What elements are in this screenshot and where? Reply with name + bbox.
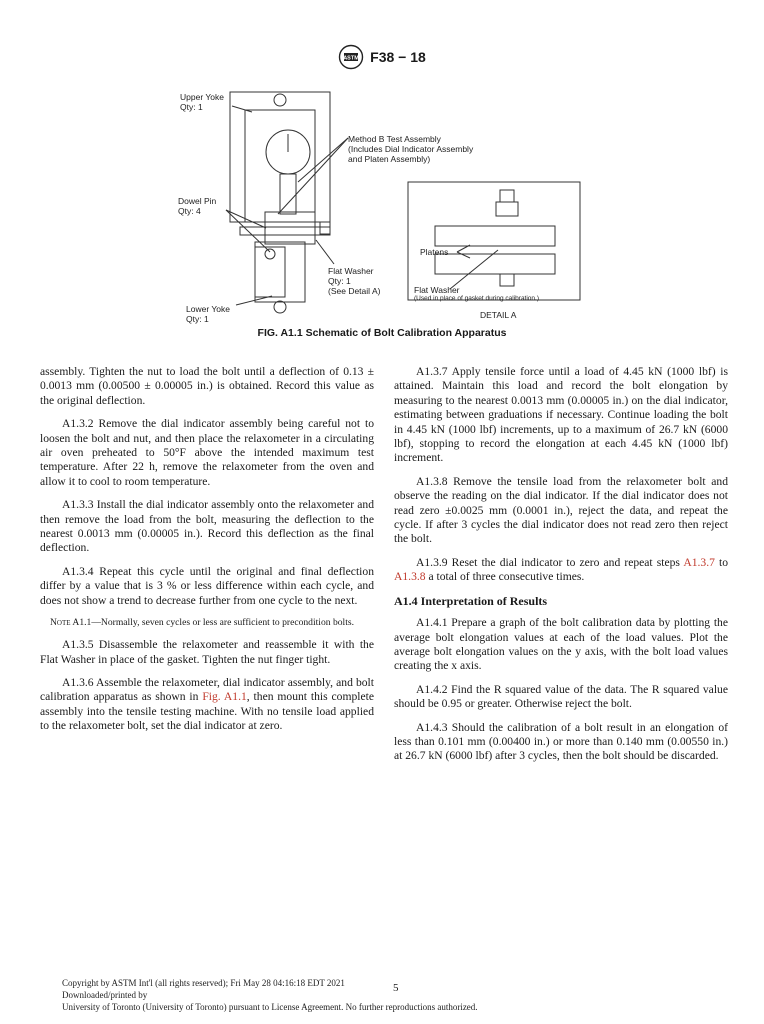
text-span: A1.3.6 Assemble the relaxometer, dial indicator assembly, and bolt calibration apparatus as shown in <box>40 675 374 704</box>
detail-a-box <box>408 182 580 300</box>
paragraph-a1-3-2: A1.3.2 Remove the dial indicator assembly being careful not to loosen the bolt and nut, and then place the relaxometer in a circulating air oven preheated to 50°F above the intended maximum test temperature. After 22 h, remove the relaxometer from the oven and allow it to cool to room temperature. <box>40 417 374 488</box>
text-span: , then mount this complete assembly into the tensile testing machine. With no tensile load applied to the relaxometer bolt, set the dial indicator at zero. <box>40 690 374 733</box>
label-platens: Platens <box>420 247 449 257</box>
note-text: —Normally, seven cycles or less are sufficient to precondition bolts. <box>91 617 355 629</box>
label-lower-yoke: Lower Yoke Qty: 1 <box>186 304 230 324</box>
paragraph-a1-3-8: A1.3.8 Remove the tensile load from the relaxometer bolt and observe the reading on the dial indicator. If the dial indicator does not read zero ±0.0025 mm (0.0001 in.), reject the data, and repeat the cycle. If after 3 cycles the dial indicator does not read zero then reject the bolt. <box>394 474 728 546</box>
paragraph-a1-3-6 <box>40 676 374 734</box>
page-header <box>0 44 764 70</box>
paragraph-a1-4-2: A1.4.2 Find the R squared value of the data. The R squared value should be 0.95 or greater. Otherwise reject the bolt. <box>394 682 728 711</box>
label-flat-washer: Flat Washer Qty: 1 (See Detail A) <box>328 266 381 296</box>
footer-line: Downloaded/printed by <box>62 990 148 1000</box>
paragraph-a1-4-3: A1.4.3 Should the calibration of a bolt result in an elongation of less than 0.101 mm (0.00400 in.) or more than 0.140 mm (0.00550 in.) at 26.7 kN (6000 lbf) after 3 cycles, then the bolt should be discarded. <box>394 720 728 763</box>
svg-text:ASTM: ASTM <box>343 55 359 62</box>
left-column <box>40 365 374 743</box>
paragraph-a1-4-1: A1.4.1 Prepare a graph of the bolt calibration data by plotting the average bolt elongation values at each of the load values. Plot the average bolt elongation values on the y axis, with the bolt load values creating the x axis. <box>394 616 728 673</box>
figure-a1-1 <box>170 82 590 332</box>
footer-line: University of Toronto (University of Toronto) pursuant to License Agreement. No further reproductions authorized. <box>62 1002 478 1012</box>
link-fig-a1-1[interactable]: Fig. A1.1 <box>202 690 247 704</box>
text-span: A1.3.9 Reset the dial indicator to zero and repeat steps <box>416 555 684 569</box>
section-heading-a1-4: A1.4 Interpretation of Results <box>394 593 548 608</box>
figure-caption: FIG. A1.1 Schematic of Bolt Calibration Apparatus <box>257 327 507 339</box>
copyright-footer <box>62 977 722 1013</box>
paragraph-a1-3-7: A1.3.7 Apply tensile force until a load of 4.45 kN (1000 lbf) is attained. Maintain this load and record the bolt elongation by measuring to the nearest 0.0013 mm (0.00005 in.) on the dial indicator, estimating between graduations if necessary. Continue loading the bolt in 4.45 kN (1000 lbf) increments, up to a maximum of 26.7 kN (6000 lbf), stopping to record the elongation at each 4.45 kN (1000 lbf) increment. <box>394 365 728 465</box>
paragraph: assembly. Tighten the nut to load the bolt until a deflection of 0.13 ± 0.0013 mm (0.00500 ± 0.00005 in.) is obtained. Record this value as the original deflection. <box>40 365 374 407</box>
astm-logo-icon <box>338 44 364 70</box>
paragraph-a1-3-3: A1.3.3 Install the dial indicator assembly onto the relaxometer and then remove the load from the bolt, measuring the deflection to the nearest 0.0013 mm (0.00005 in.). Record this deflection as the final deflection. <box>40 498 374 555</box>
label-flat-washer-note: (Used in place of gasket during calibration.) <box>414 295 540 302</box>
paragraph-a1-3-5: A1.3.5 Disassemble the relaxometer and reassemble it with the Flat Washer in place of the gasket. Tighten the nut finger tight. <box>40 638 374 666</box>
label-method-b: Method B Test Assembly (Includes Dial Indicator Assembly and Platen Assembly) <box>348 134 474 164</box>
label-dowel-pin: Dowel Pin Qty: 4 <box>178 196 217 216</box>
right-column <box>394 365 728 773</box>
standard-designation: F38 − 18 <box>370 49 426 65</box>
page-number: 5 <box>393 982 399 994</box>
lower-platen-shape <box>435 254 555 274</box>
lower-yoke-shape <box>255 242 305 302</box>
label-detail-a: DETAIL A <box>480 310 517 320</box>
note-label: Note A1.1 <box>50 617 92 629</box>
label-flat-washer-detail: Flat Washer <box>414 285 460 295</box>
label-upper-yoke: Upper Yoke Qty: 1 <box>180 92 224 112</box>
link-a1-3-8[interactable]: A1.3.8 <box>394 570 426 584</box>
paragraph-a1-3-9 <box>394 556 728 585</box>
footer-line: Copyright by ASTM Int'l (all rights reserved); Fri May 28 04:16:18 EDT 2021 <box>62 978 345 988</box>
text-span: to <box>714 555 728 569</box>
upper-platen-shape <box>435 226 555 246</box>
link-a1-3-7[interactable]: A1.3.7 <box>683 555 715 569</box>
paragraph-a1-3-4: A1.3.4 Repeat this cycle until the original and final deflection differ by a value that is 3 % or less difference within each cycle, and does not show a trend to decrease further from one cycle to the next. <box>40 564 374 607</box>
text-span: a total of three consecutive times. <box>425 570 585 584</box>
note-a1-1 <box>40 617 374 629</box>
